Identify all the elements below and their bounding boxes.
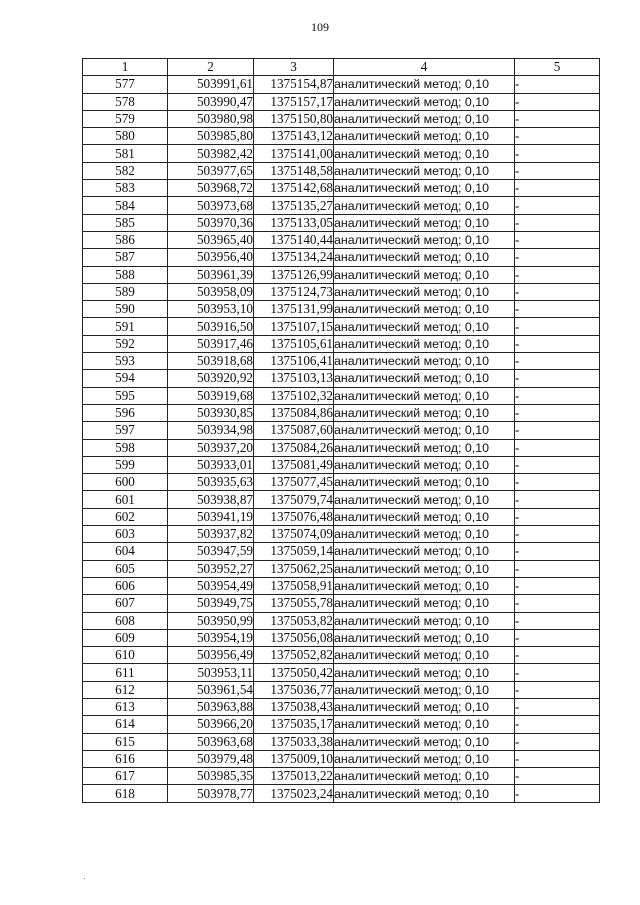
table-row xyxy=(83,664,600,681)
x-coordinate-cell: 503966,20 xyxy=(168,716,254,733)
x-coordinate-cell: 503954,49 xyxy=(168,577,254,594)
table-body xyxy=(83,76,600,802)
point-number-cell: 589 xyxy=(83,283,168,300)
column-header-5: 5 xyxy=(515,59,600,76)
point-number-cell: 612 xyxy=(83,681,168,698)
method-cell: аналитический метод; 0,10 xyxy=(334,647,515,664)
x-coordinate-cell: 503950,99 xyxy=(168,612,254,629)
table-row xyxy=(83,422,600,439)
point-number-cell: 588 xyxy=(83,266,168,283)
note-cell: - xyxy=(515,474,600,491)
x-coordinate-cell: 503985,80 xyxy=(168,128,254,145)
method-cell: аналитический метод; 0,10 xyxy=(334,612,515,629)
y-coordinate-cell: 1375033,38 xyxy=(254,733,334,750)
method-cell: аналитический метод; 0,10 xyxy=(334,162,515,179)
method-cell: аналитический метод; 0,10 xyxy=(334,577,515,594)
table-row xyxy=(83,231,600,248)
x-coordinate-cell: 503937,82 xyxy=(168,526,254,543)
note-cell: - xyxy=(515,526,600,543)
note-cell: - xyxy=(515,93,600,110)
y-coordinate-cell: 1375084,26 xyxy=(254,439,334,456)
x-coordinate-cell: 503985,35 xyxy=(168,768,254,785)
point-number-cell: 607 xyxy=(83,595,168,612)
point-number-cell: 603 xyxy=(83,526,168,543)
point-number-cell: 577 xyxy=(83,76,168,93)
method-cell: аналитический метод; 0,10 xyxy=(334,508,515,525)
coordinates-table xyxy=(82,58,600,803)
method-cell: аналитический метод; 0,10 xyxy=(334,543,515,560)
x-coordinate-cell: 503918,68 xyxy=(168,353,254,370)
point-number-cell: 609 xyxy=(83,629,168,646)
point-number-cell: 591 xyxy=(83,318,168,335)
y-coordinate-cell: 1375142,68 xyxy=(254,180,334,197)
point-number-cell: 616 xyxy=(83,750,168,767)
point-number-cell: 582 xyxy=(83,162,168,179)
table-row xyxy=(83,283,600,300)
method-cell: аналитический метод; 0,10 xyxy=(334,768,515,785)
x-coordinate-cell: 503977,65 xyxy=(168,162,254,179)
y-coordinate-cell: 1375135,27 xyxy=(254,197,334,214)
x-coordinate-cell: 503968,72 xyxy=(168,180,254,197)
x-coordinate-cell: 503958,09 xyxy=(168,283,254,300)
note-cell: - xyxy=(515,698,600,715)
note-cell: - xyxy=(515,387,600,404)
note-cell: - xyxy=(515,283,600,300)
x-coordinate-cell: 503947,59 xyxy=(168,543,254,560)
note-cell: - xyxy=(515,785,600,802)
point-number-cell: 602 xyxy=(83,508,168,525)
note-cell: - xyxy=(515,145,600,162)
method-cell: аналитический метод; 0,10 xyxy=(334,145,515,162)
table-row xyxy=(83,629,600,646)
y-coordinate-cell: 1375126,99 xyxy=(254,266,334,283)
x-coordinate-cell: 503978,77 xyxy=(168,785,254,802)
y-coordinate-cell: 1375107,15 xyxy=(254,318,334,335)
x-coordinate-cell: 503933,01 xyxy=(168,456,254,473)
method-cell: аналитический метод; 0,10 xyxy=(334,474,515,491)
point-number-cell: 596 xyxy=(83,404,168,421)
method-cell: аналитический метод; 0,10 xyxy=(334,110,515,127)
note-cell: - xyxy=(515,214,600,231)
table-row xyxy=(83,768,600,785)
method-cell: аналитический метод; 0,10 xyxy=(334,335,515,352)
point-number-cell: 578 xyxy=(83,93,168,110)
table-row xyxy=(83,76,600,93)
point-number-cell: 583 xyxy=(83,180,168,197)
point-number-cell: 581 xyxy=(83,145,168,162)
table-row xyxy=(83,439,600,456)
method-cell: аналитический метод; 0,10 xyxy=(334,197,515,214)
y-coordinate-cell: 1375009,10 xyxy=(254,750,334,767)
y-coordinate-cell: 1375036,77 xyxy=(254,681,334,698)
note-cell: - xyxy=(515,128,600,145)
x-coordinate-cell: 503952,27 xyxy=(168,560,254,577)
table-row xyxy=(83,647,600,664)
point-number-cell: 597 xyxy=(83,422,168,439)
method-cell: аналитический метод; 0,10 xyxy=(334,231,515,248)
y-coordinate-cell: 1375157,17 xyxy=(254,93,334,110)
method-cell: аналитический метод; 0,10 xyxy=(334,750,515,767)
note-cell: - xyxy=(515,249,600,266)
method-cell: аналитический метод; 0,10 xyxy=(334,214,515,231)
note-cell: - xyxy=(515,335,600,352)
method-cell: аналитический метод; 0,10 xyxy=(334,266,515,283)
note-cell: - xyxy=(515,768,600,785)
x-coordinate-cell: 503934,98 xyxy=(168,422,254,439)
y-coordinate-cell: 1375081,49 xyxy=(254,456,334,473)
y-coordinate-cell: 1375059,14 xyxy=(254,543,334,560)
point-number-cell: 598 xyxy=(83,439,168,456)
method-cell: аналитический метод; 0,10 xyxy=(334,180,515,197)
point-number-cell: 592 xyxy=(83,335,168,352)
method-cell: аналитический метод; 0,10 xyxy=(334,404,515,421)
x-coordinate-cell: 503982,42 xyxy=(168,145,254,162)
point-number-cell: 617 xyxy=(83,768,168,785)
note-cell: - xyxy=(515,612,600,629)
table-row xyxy=(83,214,600,231)
table-row xyxy=(83,110,600,127)
note-cell: - xyxy=(515,404,600,421)
table-row xyxy=(83,370,600,387)
x-coordinate-cell: 503953,11 xyxy=(168,664,254,681)
y-coordinate-cell: 1375055,78 xyxy=(254,595,334,612)
y-coordinate-cell: 1375023,24 xyxy=(254,785,334,802)
y-coordinate-cell: 1375141,00 xyxy=(254,145,334,162)
x-coordinate-cell: 503916,50 xyxy=(168,318,254,335)
y-coordinate-cell: 1375053,82 xyxy=(254,612,334,629)
point-number-cell: 586 xyxy=(83,231,168,248)
x-coordinate-cell: 503954,19 xyxy=(168,629,254,646)
table-row xyxy=(83,353,600,370)
method-cell: аналитический метод; 0,10 xyxy=(334,387,515,404)
method-cell: аналитический метод; 0,10 xyxy=(334,318,515,335)
note-cell: - xyxy=(515,266,600,283)
note-cell: - xyxy=(515,629,600,646)
point-number-cell: 606 xyxy=(83,577,168,594)
table-row xyxy=(83,318,600,335)
column-header-3: 3 xyxy=(254,59,334,76)
y-coordinate-cell: 1375076,48 xyxy=(254,508,334,525)
x-coordinate-cell: 503963,88 xyxy=(168,698,254,715)
table-row xyxy=(83,716,600,733)
table-row xyxy=(83,456,600,473)
note-cell: - xyxy=(515,595,600,612)
table-row xyxy=(83,698,600,715)
y-coordinate-cell: 1375074,09 xyxy=(254,526,334,543)
method-cell: аналитический метод; 0,10 xyxy=(334,249,515,266)
note-cell: - xyxy=(515,180,600,197)
y-coordinate-cell: 1375035,17 xyxy=(254,716,334,733)
note-cell: - xyxy=(515,508,600,525)
point-number-cell: 580 xyxy=(83,128,168,145)
method-cell: аналитический метод; 0,10 xyxy=(334,681,515,698)
method-cell: аналитический метод; 0,10 xyxy=(334,76,515,93)
table-row xyxy=(83,681,600,698)
table-row xyxy=(83,560,600,577)
note-cell: - xyxy=(515,647,600,664)
x-coordinate-cell: 503980,98 xyxy=(168,110,254,127)
method-cell: аналитический метод; 0,10 xyxy=(334,595,515,612)
point-number-cell: 595 xyxy=(83,387,168,404)
point-number-cell: 610 xyxy=(83,647,168,664)
note-cell: - xyxy=(515,491,600,508)
scan-speck xyxy=(84,878,85,879)
point-number-cell: 579 xyxy=(83,110,168,127)
table-row xyxy=(83,128,600,145)
point-number-cell: 599 xyxy=(83,456,168,473)
note-cell: - xyxy=(515,318,600,335)
note-cell: - xyxy=(515,110,600,127)
method-cell: аналитический метод; 0,10 xyxy=(334,370,515,387)
note-cell: - xyxy=(515,353,600,370)
point-number-cell: 584 xyxy=(83,197,168,214)
page-number: 109 xyxy=(311,20,329,34)
x-coordinate-cell: 503961,54 xyxy=(168,681,254,698)
table-row xyxy=(83,543,600,560)
y-coordinate-cell: 1375079,74 xyxy=(254,491,334,508)
y-coordinate-cell: 1375038,43 xyxy=(254,698,334,715)
x-coordinate-cell: 503956,49 xyxy=(168,647,254,664)
table-row xyxy=(83,301,600,318)
note-cell: - xyxy=(515,577,600,594)
table-row xyxy=(83,733,600,750)
x-coordinate-cell: 503935,63 xyxy=(168,474,254,491)
table-row xyxy=(83,162,600,179)
table-row xyxy=(83,595,600,612)
table-row xyxy=(83,785,600,802)
y-coordinate-cell: 1375084,86 xyxy=(254,404,334,421)
y-coordinate-cell: 1375131,99 xyxy=(254,301,334,318)
x-coordinate-cell: 503917,46 xyxy=(168,335,254,352)
point-number-cell: 605 xyxy=(83,560,168,577)
point-number-cell: 608 xyxy=(83,612,168,629)
x-coordinate-cell: 503973,68 xyxy=(168,197,254,214)
y-coordinate-cell: 1375050,42 xyxy=(254,664,334,681)
note-cell: - xyxy=(515,681,600,698)
table-row xyxy=(83,249,600,266)
method-cell: аналитический метод; 0,10 xyxy=(334,301,515,318)
method-cell: аналитический метод; 0,10 xyxy=(334,716,515,733)
method-cell: аналитический метод; 0,10 xyxy=(334,422,515,439)
note-cell: - xyxy=(515,716,600,733)
note-cell: - xyxy=(515,560,600,577)
y-coordinate-cell: 1375143,12 xyxy=(254,128,334,145)
point-number-cell: 585 xyxy=(83,214,168,231)
point-number-cell: 593 xyxy=(83,353,168,370)
x-coordinate-cell: 503919,68 xyxy=(168,387,254,404)
point-number-cell: 590 xyxy=(83,301,168,318)
x-coordinate-cell: 503941,19 xyxy=(168,508,254,525)
method-cell: аналитический метод; 0,10 xyxy=(334,629,515,646)
point-number-cell: 615 xyxy=(83,733,168,750)
y-coordinate-cell: 1375105,61 xyxy=(254,335,334,352)
x-coordinate-cell: 503938,87 xyxy=(168,491,254,508)
note-cell: - xyxy=(515,162,600,179)
method-cell: аналитический метод; 0,10 xyxy=(334,526,515,543)
table-row xyxy=(83,526,600,543)
table-row xyxy=(83,750,600,767)
y-coordinate-cell: 1375013,22 xyxy=(254,768,334,785)
x-coordinate-cell: 503930,85 xyxy=(168,404,254,421)
point-number-cell: 611 xyxy=(83,664,168,681)
table-row xyxy=(83,93,600,110)
table-row xyxy=(83,612,600,629)
y-coordinate-cell: 1375134,24 xyxy=(254,249,334,266)
x-coordinate-cell: 503970,36 xyxy=(168,214,254,231)
x-coordinate-cell: 503961,39 xyxy=(168,266,254,283)
point-number-cell: 600 xyxy=(83,474,168,491)
method-cell: аналитический метод; 0,10 xyxy=(334,785,515,802)
method-cell: аналитический метод; 0,10 xyxy=(334,491,515,508)
x-coordinate-cell: 503949,75 xyxy=(168,595,254,612)
table-row xyxy=(83,577,600,594)
y-coordinate-cell: 1375140,44 xyxy=(254,231,334,248)
point-number-cell: 614 xyxy=(83,716,168,733)
y-coordinate-cell: 1375062,25 xyxy=(254,560,334,577)
method-cell: аналитический метод; 0,10 xyxy=(334,439,515,456)
point-number-cell: 587 xyxy=(83,249,168,266)
y-coordinate-cell: 1375087,60 xyxy=(254,422,334,439)
table-row xyxy=(83,508,600,525)
method-cell: аналитический метод; 0,10 xyxy=(334,283,515,300)
table-row xyxy=(83,145,600,162)
note-cell: - xyxy=(515,664,600,681)
table-row xyxy=(83,197,600,214)
note-cell: - xyxy=(515,733,600,750)
note-cell: - xyxy=(515,231,600,248)
table-row xyxy=(83,387,600,404)
table-row xyxy=(83,404,600,421)
x-coordinate-cell: 503920,92 xyxy=(168,370,254,387)
point-number-cell: 618 xyxy=(83,785,168,802)
note-cell: - xyxy=(515,422,600,439)
table-header-row xyxy=(83,59,600,76)
table-row xyxy=(83,335,600,352)
point-number-cell: 604 xyxy=(83,543,168,560)
table-row xyxy=(83,474,600,491)
note-cell: - xyxy=(515,439,600,456)
y-coordinate-cell: 1375148,58 xyxy=(254,162,334,179)
table-row xyxy=(83,180,600,197)
x-coordinate-cell: 503965,40 xyxy=(168,231,254,248)
note-cell: - xyxy=(515,197,600,214)
table-row xyxy=(83,491,600,508)
method-cell: аналитический метод; 0,10 xyxy=(334,456,515,473)
method-cell: аналитический метод; 0,10 xyxy=(334,128,515,145)
note-cell: - xyxy=(515,76,600,93)
note-cell: - xyxy=(515,301,600,318)
column-header-4: 4 xyxy=(334,59,515,76)
y-coordinate-cell: 1375106,41 xyxy=(254,353,334,370)
x-coordinate-cell: 503963,68 xyxy=(168,733,254,750)
method-cell: аналитический метод; 0,10 xyxy=(334,698,515,715)
method-cell: аналитический метод; 0,10 xyxy=(334,733,515,750)
note-cell: - xyxy=(515,750,600,767)
note-cell: - xyxy=(515,456,600,473)
x-coordinate-cell: 503979,48 xyxy=(168,750,254,767)
y-coordinate-cell: 1375150,80 xyxy=(254,110,334,127)
y-coordinate-cell: 1375103,13 xyxy=(254,370,334,387)
column-header-2: 2 xyxy=(168,59,254,76)
x-coordinate-cell: 503956,40 xyxy=(168,249,254,266)
column-header-1: 1 xyxy=(83,59,168,76)
x-coordinate-cell: 503953,10 xyxy=(168,301,254,318)
x-coordinate-cell: 503991,61 xyxy=(168,76,254,93)
method-cell: аналитический метод; 0,10 xyxy=(334,560,515,577)
method-cell: аналитический метод; 0,10 xyxy=(334,664,515,681)
table-row xyxy=(83,266,600,283)
x-coordinate-cell: 503937,20 xyxy=(168,439,254,456)
y-coordinate-cell: 1375102,32 xyxy=(254,387,334,404)
point-number-cell: 613 xyxy=(83,698,168,715)
y-coordinate-cell: 1375058,91 xyxy=(254,577,334,594)
y-coordinate-cell: 1375052,82 xyxy=(254,647,334,664)
y-coordinate-cell: 1375133,05 xyxy=(254,214,334,231)
x-coordinate-cell: 503990,47 xyxy=(168,93,254,110)
y-coordinate-cell: 1375154,87 xyxy=(254,76,334,93)
y-coordinate-cell: 1375056,08 xyxy=(254,629,334,646)
y-coordinate-cell: 1375124,73 xyxy=(254,283,334,300)
point-number-cell: 594 xyxy=(83,370,168,387)
note-cell: - xyxy=(515,370,600,387)
method-cell: аналитический метод; 0,10 xyxy=(334,353,515,370)
y-coordinate-cell: 1375077,45 xyxy=(254,474,334,491)
note-cell: - xyxy=(515,543,600,560)
method-cell: аналитический метод; 0,10 xyxy=(334,93,515,110)
point-number-cell: 601 xyxy=(83,491,168,508)
